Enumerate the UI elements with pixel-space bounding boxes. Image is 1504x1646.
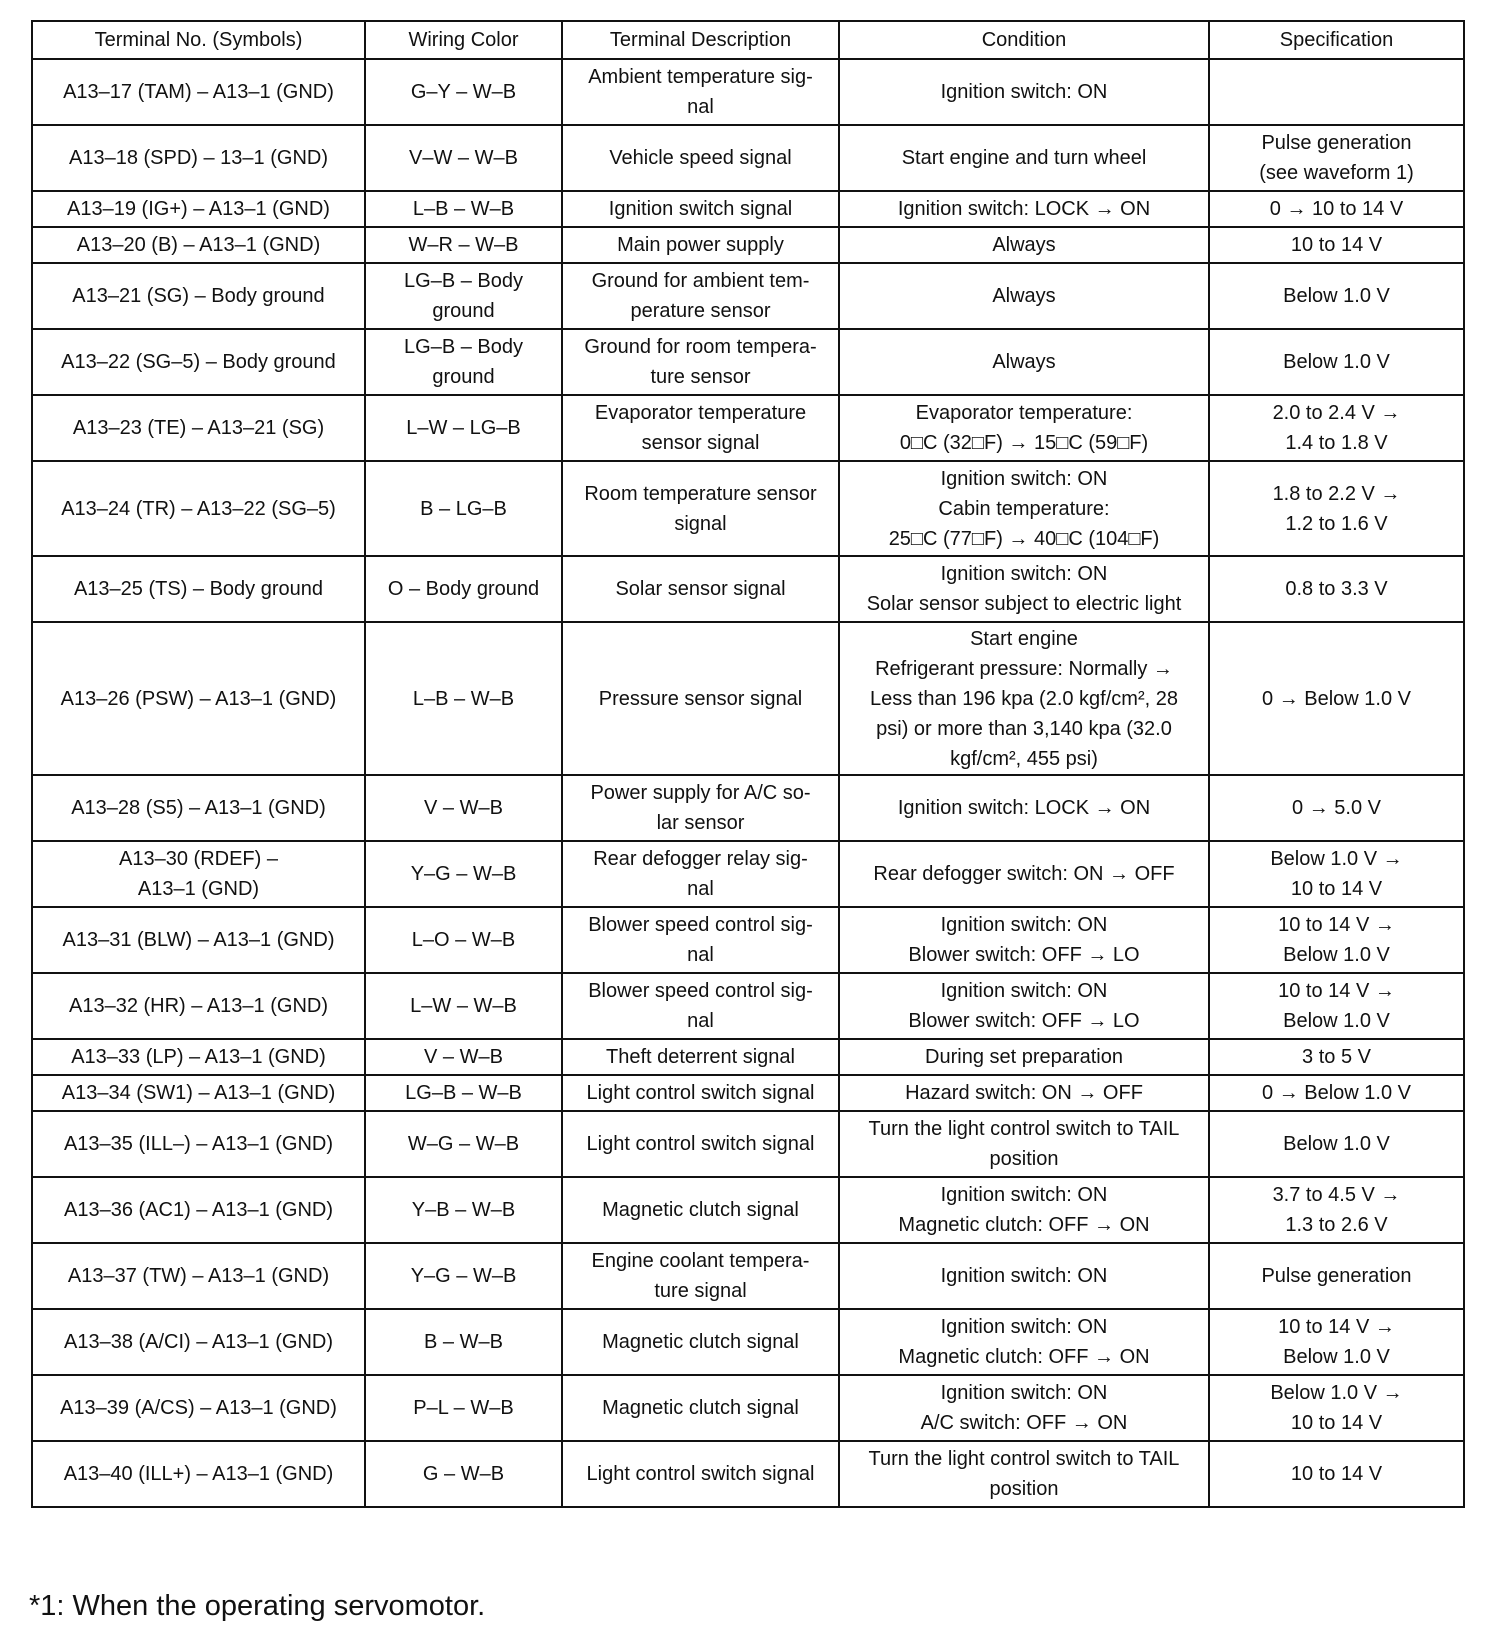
cell-specification: 10 to 14 V → Below 1.0 V — [1209, 907, 1464, 973]
cell-terminal-description: Ground for room tempera- ture sensor — [562, 329, 839, 395]
header-specification: Specification — [1209, 21, 1464, 59]
table-row — [32, 125, 1464, 191]
table-row — [32, 1243, 1464, 1309]
cell-specification: 0.8 to 3.3 V — [1209, 556, 1464, 622]
cell-terminal-description: Theft deterrent signal — [562, 1039, 839, 1075]
terminal-spec-table-wrapper — [31, 20, 1465, 1508]
cell-condition: Always — [839, 227, 1209, 263]
cell-terminal-no: A13–37 (TW) – A13–1 (GND) — [32, 1243, 365, 1309]
cell-wiring-color: G – W–B — [365, 1441, 562, 1507]
cell-terminal-description: Magnetic clutch signal — [562, 1309, 839, 1375]
cell-terminal-no: A13–35 (ILL–) – A13–1 (GND) — [32, 1111, 365, 1177]
cell-terminal-no: A13–34 (SW1) – A13–1 (GND) — [32, 1075, 365, 1111]
header-condition: Condition — [839, 21, 1209, 59]
table-row — [32, 775, 1464, 841]
cell-condition: Always — [839, 329, 1209, 395]
table-row — [32, 395, 1464, 461]
cell-wiring-color: L–W – W–B — [365, 973, 562, 1039]
cell-wiring-color: V – W–B — [365, 775, 562, 841]
cell-specification: Pulse generation — [1209, 1243, 1464, 1309]
header-terminal-description: Terminal Description — [562, 21, 839, 59]
cell-terminal-no: A13–18 (SPD) – 13–1 (GND) — [32, 125, 365, 191]
cell-wiring-color: V–W – W–B — [365, 125, 562, 191]
cell-wiring-color: LG–B – Body ground — [365, 263, 562, 329]
cell-wiring-color: P–L – W–B — [365, 1375, 562, 1441]
cell-condition: Start engine Refrigerant pressure: Normally → Less than 196 kpa (2.0 kgf/cm², 28 psi) or more than 3,140 kpa (32.0 kgf/cm², 455 psi) — [839, 622, 1209, 775]
cell-terminal-description: Light control switch signal — [562, 1111, 839, 1177]
cell-specification — [1209, 59, 1464, 125]
cell-terminal-no: A13–19 (IG+) – A13–1 (GND) — [32, 191, 365, 227]
cell-terminal-no: A13–24 (TR) – A13–22 (SG–5) — [32, 461, 365, 556]
cell-terminal-no: A13–33 (LP) – A13–1 (GND) — [32, 1039, 365, 1075]
cell-condition: Ignition switch: ON Blower switch: OFF → LO — [839, 973, 1209, 1039]
table-row — [32, 1441, 1464, 1507]
cell-specification: 0 → Below 1.0 V — [1209, 1075, 1464, 1111]
cell-terminal-no: A13–17 (TAM) – A13–1 (GND) — [32, 59, 365, 125]
cell-wiring-color: L–W – LG–B — [365, 395, 562, 461]
cell-terminal-no: A13–36 (AC1) – A13–1 (GND) — [32, 1177, 365, 1243]
table-row — [32, 907, 1464, 973]
cell-specification: Below 1.0 V → 10 to 14 V — [1209, 1375, 1464, 1441]
cell-terminal-description: Evaporator temperature sensor signal — [562, 395, 839, 461]
cell-terminal-description: Magnetic clutch signal — [562, 1177, 839, 1243]
cell-specification: Below 1.0 V — [1209, 263, 1464, 329]
cell-specification: 10 to 14 V — [1209, 1441, 1464, 1507]
cell-wiring-color: V – W–B — [365, 1039, 562, 1075]
cell-terminal-description: Blower speed control sig- nal — [562, 907, 839, 973]
header-row — [32, 21, 1464, 59]
table-row — [32, 1039, 1464, 1075]
cell-condition: Rear defogger switch: ON → OFF — [839, 841, 1209, 907]
cell-specification: 10 to 14 V — [1209, 227, 1464, 263]
cell-wiring-color: Y–B – W–B — [365, 1177, 562, 1243]
cell-condition: Ignition switch: ON Solar sensor subject to electric light — [839, 556, 1209, 622]
cell-wiring-color: W–R – W–B — [365, 227, 562, 263]
cell-wiring-color: LG–B – Body ground — [365, 329, 562, 395]
cell-wiring-color: G–Y – W–B — [365, 59, 562, 125]
cell-condition: Hazard switch: ON → OFF — [839, 1075, 1209, 1111]
cell-wiring-color: L–B – W–B — [365, 191, 562, 227]
table-row — [32, 841, 1464, 907]
cell-specification: 0 → 10 to 14 V — [1209, 191, 1464, 227]
header-wiring-color: Wiring Color — [365, 21, 562, 59]
cell-terminal-description: Light control switch signal — [562, 1075, 839, 1111]
table-row — [32, 263, 1464, 329]
table-row — [32, 1111, 1464, 1177]
table-row — [32, 622, 1464, 775]
cell-condition: Turn the light control switch to TAIL position — [839, 1441, 1209, 1507]
header-terminal-no: Terminal No. (Symbols) — [32, 21, 365, 59]
cell-terminal-no: A13–26 (PSW) – A13–1 (GND) — [32, 622, 365, 775]
cell-terminal-no: A13–22 (SG–5) – Body ground — [32, 329, 365, 395]
table-row — [32, 556, 1464, 622]
cell-specification: 3.7 to 4.5 V → 1.3 to 2.6 V — [1209, 1177, 1464, 1243]
cell-terminal-no: A13–28 (S5) – A13–1 (GND) — [32, 775, 365, 841]
cell-condition: Ignition switch: LOCK → ON — [839, 191, 1209, 227]
cell-condition: Turn the light control switch to TAIL position — [839, 1111, 1209, 1177]
cell-specification: 10 to 14 V → Below 1.0 V — [1209, 973, 1464, 1039]
cell-specification: Pulse generation (see waveform 1) — [1209, 125, 1464, 191]
cell-terminal-no: A13–40 (ILL+) – A13–1 (GND) — [32, 1441, 365, 1507]
cell-condition: Ignition switch: ON A/C switch: OFF → ON — [839, 1375, 1209, 1441]
cell-specification: Below 1.0 V — [1209, 329, 1464, 395]
cell-condition: Ignition switch: ON Magnetic clutch: OFF → ON — [839, 1309, 1209, 1375]
cell-wiring-color: W–G – W–B — [365, 1111, 562, 1177]
cell-condition: Always — [839, 263, 1209, 329]
table-row — [32, 191, 1464, 227]
table-row — [32, 461, 1464, 556]
footnote: *1: When the operating servomotor. — [29, 1590, 486, 1622]
cell-terminal-description: Solar sensor signal — [562, 556, 839, 622]
table-row — [32, 1177, 1464, 1243]
cell-specification: 0 → Below 1.0 V — [1209, 622, 1464, 775]
cell-wiring-color: B – LG–B — [365, 461, 562, 556]
cell-specification: Below 1.0 V — [1209, 1111, 1464, 1177]
cell-wiring-color: B – W–B — [365, 1309, 562, 1375]
cell-terminal-no: A13–30 (RDEF) – A13–1 (GND) — [32, 841, 365, 907]
cell-terminal-no: A13–32 (HR) – A13–1 (GND) — [32, 973, 365, 1039]
cell-wiring-color: LG–B – W–B — [365, 1075, 562, 1111]
cell-wiring-color: Y–G – W–B — [365, 1243, 562, 1309]
cell-terminal-description: Rear defogger relay sig- nal — [562, 841, 839, 907]
table-row — [32, 1075, 1464, 1111]
cell-wiring-color: Y–G – W–B — [365, 841, 562, 907]
cell-condition: Ignition switch: ON — [839, 59, 1209, 125]
table-row — [32, 973, 1464, 1039]
cell-specification: 10 to 14 V → Below 1.0 V — [1209, 1309, 1464, 1375]
cell-terminal-no: A13–31 (BLW) – A13–1 (GND) — [32, 907, 365, 973]
cell-specification: 2.0 to 2.4 V → 1.4 to 1.8 V — [1209, 395, 1464, 461]
cell-condition: Ignition switch: ON Magnetic clutch: OFF → ON — [839, 1177, 1209, 1243]
cell-wiring-color: O – Body ground — [365, 556, 562, 622]
cell-terminal-no: A13–38 (A/CI) – A13–1 (GND) — [32, 1309, 365, 1375]
cell-specification: 0 → 5.0 V — [1209, 775, 1464, 841]
cell-condition: Ignition switch: ON Cabin temperature: 25□C (77□F) → 40□C (104□F) — [839, 461, 1209, 556]
terminal-spec-table — [31, 20, 1465, 1508]
cell-terminal-no: A13–25 (TS) – Body ground — [32, 556, 365, 622]
cell-terminal-no: A13–20 (B) – A13–1 (GND) — [32, 227, 365, 263]
table-row — [32, 227, 1464, 263]
cell-specification: Below 1.0 V → 10 to 14 V — [1209, 841, 1464, 907]
table-row — [32, 329, 1464, 395]
cell-specification: 1.8 to 2.2 V → 1.2 to 1.6 V — [1209, 461, 1464, 556]
cell-terminal-description: Magnetic clutch signal — [562, 1375, 839, 1441]
cell-terminal-description: Room temperature sensor signal — [562, 461, 839, 556]
table-row — [32, 1309, 1464, 1375]
cell-terminal-description: Ground for ambient tem- perature sensor — [562, 263, 839, 329]
cell-terminal-description: Main power supply — [562, 227, 839, 263]
cell-condition: Ignition switch: ON — [839, 1243, 1209, 1309]
cell-terminal-description: Light control switch signal — [562, 1441, 839, 1507]
table-row — [32, 1375, 1464, 1441]
cell-terminal-description: Ambient temperature sig- nal — [562, 59, 839, 125]
cell-condition: Start engine and turn wheel — [839, 125, 1209, 191]
cell-terminal-description: Vehicle speed signal — [562, 125, 839, 191]
cell-specification: 3 to 5 V — [1209, 1039, 1464, 1075]
cell-terminal-description: Engine coolant tempera- ture signal — [562, 1243, 839, 1309]
cell-terminal-description: Ignition switch signal — [562, 191, 839, 227]
cell-terminal-no: A13–21 (SG) – Body ground — [32, 263, 365, 329]
cell-terminal-description: Blower speed control sig- nal — [562, 973, 839, 1039]
cell-condition: Ignition switch: LOCK → ON — [839, 775, 1209, 841]
cell-condition: Evaporator temperature: 0□C (32□F) → 15□C (59□F) — [839, 395, 1209, 461]
cell-terminal-no: A13–39 (A/CS) – A13–1 (GND) — [32, 1375, 365, 1441]
table-row — [32, 59, 1464, 125]
cell-terminal-no: A13–23 (TE) – A13–21 (SG) — [32, 395, 365, 461]
cell-terminal-description: Power supply for A/C so- lar sensor — [562, 775, 839, 841]
cell-terminal-description: Pressure sensor signal — [562, 622, 839, 775]
cell-wiring-color: L–B – W–B — [365, 622, 562, 775]
cell-condition: During set preparation — [839, 1039, 1209, 1075]
cell-condition: Ignition switch: ON Blower switch: OFF → LO — [839, 907, 1209, 973]
cell-wiring-color: L–O – W–B — [365, 907, 562, 973]
